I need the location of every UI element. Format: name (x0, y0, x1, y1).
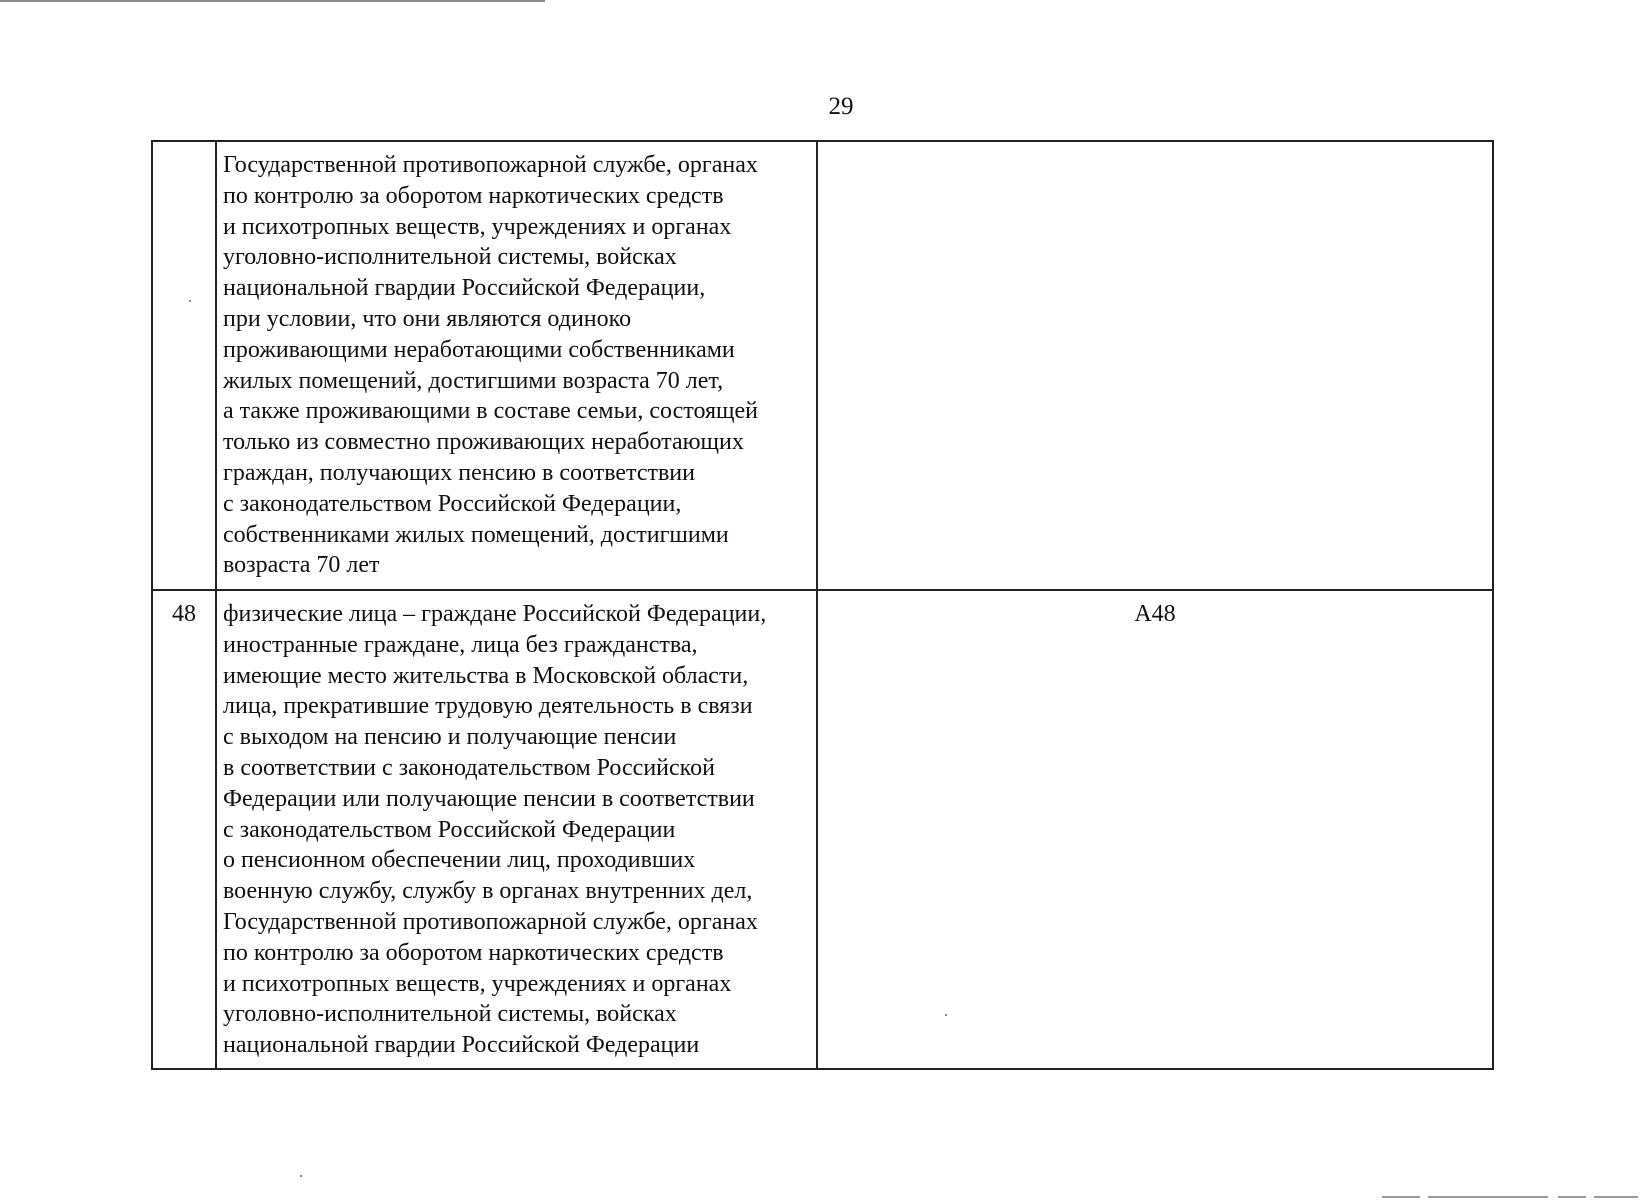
description-line: военную службу, службу в органах внутренних дел, (223, 878, 753, 905)
description-line: о пенсионном обеспечении лиц, проходивших (223, 847, 696, 874)
description-line: при условии, что они являются одиноко (223, 305, 632, 332)
description-line: граждан, получающих пенсию в соответствии (223, 459, 695, 486)
scan-speck (300, 1175, 302, 1177)
description-line: а также проживающими в составе семьи, состоящей (223, 398, 759, 425)
description-line: только из совместно проживающих неработающих (223, 429, 744, 456)
description-line: в соответствии с законодательством Российской (223, 754, 715, 781)
table-row (152, 141, 1493, 590)
description-line: имеющие место жительства в Московской области, (223, 662, 749, 689)
scan-edge-line (1428, 1196, 1548, 1198)
description-line: Государственной противопожарной службе, органах (223, 152, 758, 178)
description-line: Федерации или получающие пенсии в соответствии (223, 785, 755, 812)
description-cell (216, 590, 817, 1069)
category-table (151, 140, 1494, 1070)
row-number-cell (152, 141, 216, 590)
row-number (153, 142, 215, 150)
description-line: уголовно-исполнительной системы, войсках (223, 244, 677, 271)
description-line: по контролю за оборотом наркотических средств (223, 182, 724, 209)
description-line: и психотропных веществ, учреждениях и органах (223, 213, 732, 240)
description-line: и психотропных веществ, учреждениях и органах (223, 970, 732, 997)
description-line: Государственной противопожарной службе, органах (223, 908, 758, 935)
description-cell (216, 141, 817, 590)
category-code: А48 (1134, 601, 1176, 627)
description-line: с выходом на пенсию и получающие пенсии (223, 724, 677, 751)
description-line: с законодательством Российской Федерации, (223, 490, 682, 517)
description-line: физические лица – граждане Российской Федерации, (223, 601, 767, 627)
description-line: возраста 70 лет (223, 552, 380, 579)
description-line: по контролю за оборотом наркотических средств (223, 939, 724, 966)
description-line: лица, прекратившие трудовую деятельность в связи (223, 693, 753, 720)
description-line: проживающими неработающими собственниками (223, 336, 735, 363)
row-number: 48 (172, 601, 196, 627)
code-cell (817, 590, 1493, 1069)
description-line: национальной гвардии Российской Федерации (223, 1032, 700, 1059)
scan-speck (945, 1014, 947, 1016)
scan-speck (189, 300, 191, 302)
description-line: с законодательством Российской Федерации (223, 816, 676, 843)
description-line: национальной гвардии Российской Федерации, (223, 275, 706, 302)
row-number-cell (152, 590, 216, 1069)
description-line: жилых помещений, достигшими возраста 70 лет, (223, 367, 724, 394)
description-line: уголовно-исполнительной системы, войсках (223, 1001, 677, 1028)
table-row (152, 590, 1493, 1069)
scan-edge-line (1594, 1196, 1638, 1198)
scan-edge-line (1382, 1196, 1420, 1198)
scan-edge-line (0, 0, 545, 2)
code-cell (817, 141, 1493, 590)
scan-edge-line (1558, 1196, 1586, 1198)
description-line: собственниками жилых помещений, достигшими (223, 521, 729, 548)
category-code (818, 142, 1492, 150)
description-line: иностранные граждане, лица без гражданства, (223, 631, 698, 658)
page-number: 29 (828, 93, 854, 120)
